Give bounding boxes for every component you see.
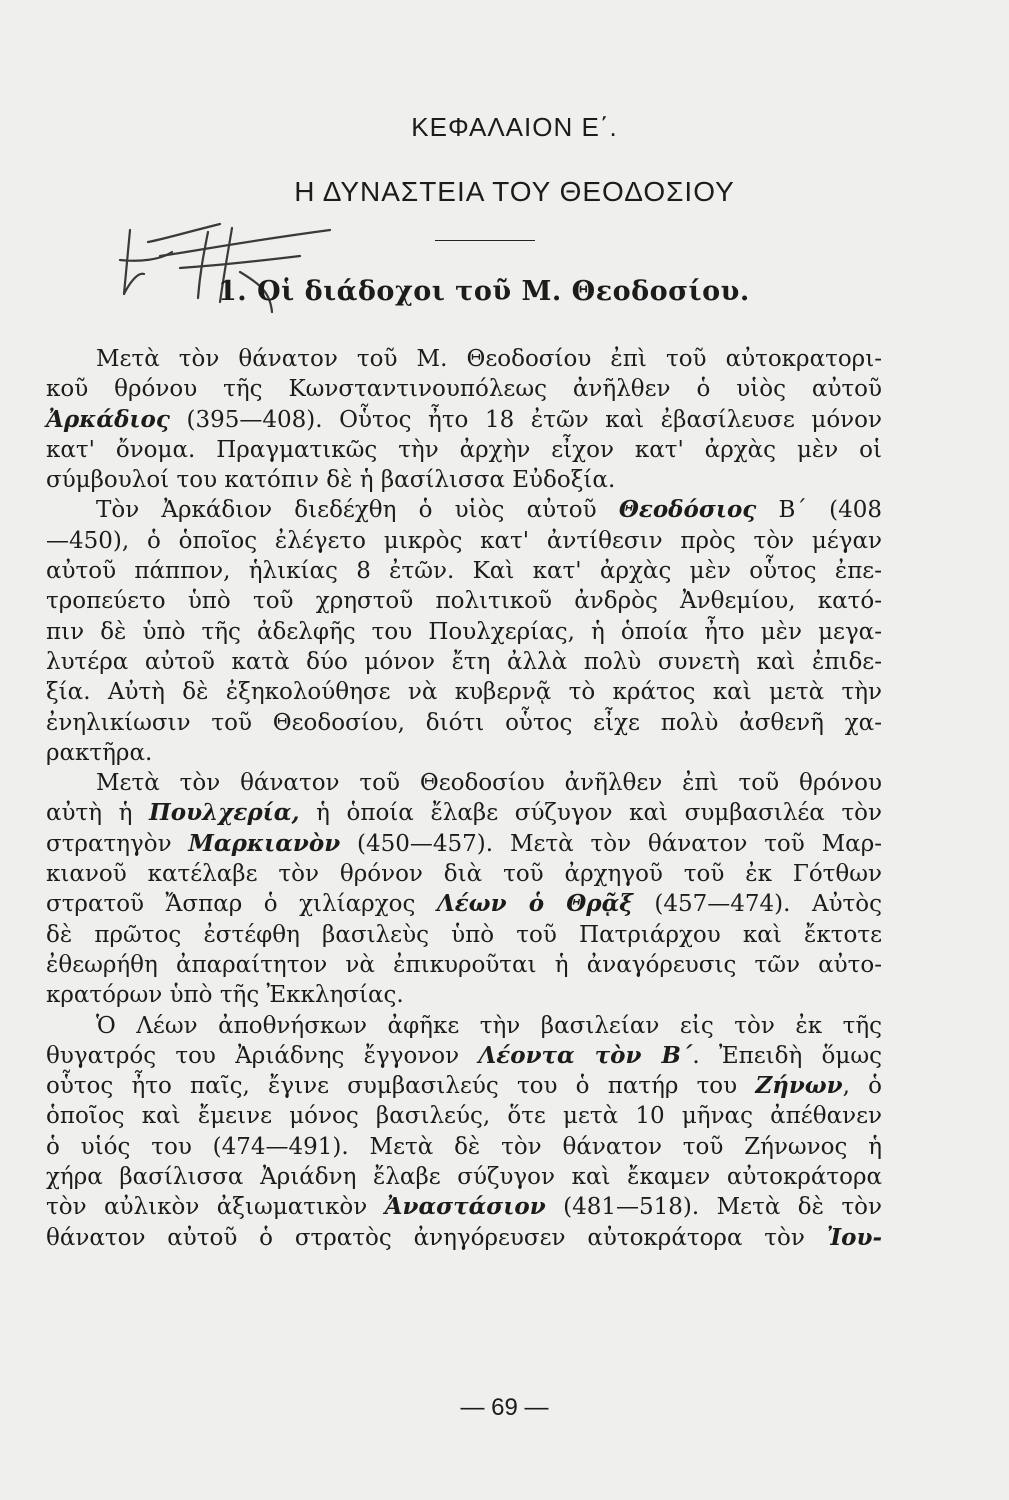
text-line: Μετὰ τὸν θάνατον τοῦ Θεοδοσίου ἀνῆλθεν ἐπὶ τοῦ θρόνου: [96, 770, 882, 797]
name-highlight: Ἰου-: [826, 1223, 882, 1251]
text-line: τὸν αὐλικὸν ἀξιωματικὸν Ἀναστάσιον (481—518). Μετὰ δὲ τὸν: [46, 1193, 883, 1221]
text-line: ὁ υἱός του (474—491). Μετὰ δὲ τὸν θάνατον τοῦ Ζήνωνος ἡ: [46, 1133, 882, 1160]
text-line: Ἀρκάδιος (395—408). Οὗτος ἦτο 18 ἐτῶν καὶ ἐβασίλευσε μόνον: [46, 405, 882, 433]
text-line: κιανοῦ κατέλαβε τὸν θρόνον διὰ τοῦ ἀρχηγοῦ τοῦ ἐκ Γότθων: [46, 861, 882, 888]
text-line: Μετὰ τὸν θάνατον τοῦ Μ. Θεοδοσίου ἐπὶ τοῦ αὐτοκρατορι-: [96, 346, 882, 372]
text-line: λυτέρα αὐτοῦ κατὰ δύο μόνον ἔτη ἀλλὰ πολὺ συνετὴ καὶ ἐπιδε-: [46, 648, 882, 675]
text-line: δὲ πρῶτος ἐστέφθη βασιλεὺς ὑπὸ τοῦ Πατριάρχου καὶ ἔκτοτε: [46, 921, 882, 948]
text-line: ἐθεωρήθη ἀπαραίτητον νὰ ἐπικυροῦται ἡ ἀναγόρευσις τῶν αὐτο-: [46, 951, 882, 978]
text-line: κατ' ὄνομα. Πραγματικῶς τὴν ἀρχὴν εἶχον κατ' ἀρχὰς μὲν οἱ: [46, 436, 882, 463]
text-line: κρατόρων ὑπὸ τῆς Ἐκκλησίας.: [46, 982, 404, 1009]
text-line: σύμβουλοί του κατόπιν δὲ ἡ βασίλισσα Εὐδοξία.: [46, 467, 616, 494]
text-line: ρακτῆρα.: [46, 739, 153, 766]
text-line: ἐνηλικίωσιν τοῦ Θεοδοσίου, διότι οὗτος εἶχε πολὺ ἀσθενῆ χα-: [46, 709, 882, 736]
text-line: στρατοῦ Ἄσπαρ ὁ χιλίαρχος Λέων ὁ Θρᾷξ (457—474). Αὐτὸς: [46, 890, 883, 918]
text-line: οὗτος ἦτο παῖς, ἔγινε συμβασιλεύς του ὁ πατήρ του Ζήνων, ὁ: [46, 1072, 882, 1100]
text-line: χήρα βασίλισσα Ἀριάδνη ἔλαβε σύζυγον καὶ ἔκαμεν αὐτοκράτορα: [46, 1164, 882, 1191]
text-line: αὐτοῦ πάππον, ἡλικίας 8 ἐτῶν. Καὶ κατ' ἀρχὰς μὲν οὗτος ἐπε-: [46, 558, 882, 585]
text-line: στρατηγὸν Μαρκιανὸν (450—457). Μετὰ τὸν θάνατον τοῦ Μαρ-: [46, 829, 882, 857]
name-highlight: Ζήνων: [755, 1072, 843, 1100]
chapter-title: Η ΔΥΝΑΣΤΕΙΑ ΤΟΥ ΘΕΟΔΟΣΙΟΥ: [294, 176, 735, 207]
text-line: πιν δὲ ὑπὸ τῆς ἀδελφῆς του Πουλχερίας, ἡ ὁποία ἦτο μὲν μεγα-: [46, 618, 882, 645]
name-highlight: Ἀναστάσιον: [384, 1193, 546, 1221]
name-highlight: Λέων ὁ Θρᾷξ: [436, 890, 633, 918]
text-line: ὁποῖος καὶ ἔμεινε μόνος βασιλεύς, ὅτε μετὰ 10 μῆνας ἀπέθανεν: [46, 1103, 882, 1130]
text-line: Ὁ Λέων ἀποθνήσκων ἀφῆκε τὴν βασιλείαν εἰς τὸν ἐκ τῆς: [96, 1012, 882, 1039]
text-line: τροπεύετο ὑπὸ τοῦ χρηστοῦ πολιτικοῦ ἀνδρὸς Ἀνθεμίου, κατό-: [46, 588, 882, 615]
body-text: [46, 344, 882, 1253]
title-divider: [435, 240, 535, 241]
section-heading: 1. Οἱ διάδοχοι τοῦ Μ. Θεοδοσίου.: [218, 276, 750, 307]
chapter-label: ΚΕΦΑΛΑΙΟΝ Ε΄.: [411, 112, 618, 142]
name-highlight: Λέοντα τὸν Β΄: [478, 1041, 693, 1069]
text-line: κοῦ θρόνου τῆς Κωνσταντινουπόλεως ἀνῆλθεν ὁ υἱὸς αὐτοῦ: [46, 376, 882, 403]
name-highlight: Μαρκιανὸν: [188, 829, 341, 857]
name-highlight: Ἀρκάδιος: [46, 405, 170, 433]
name-highlight: Θεοδόσιος: [618, 496, 757, 524]
text-line: θάνατον αὐτοῦ ὁ στρατὸς ἀνηγόρευσεν αὐτοκράτορα τὸν Ἰου-: [46, 1223, 882, 1251]
page-number: — 69 —: [460, 1394, 549, 1421]
text-line: —450), ὁ ὁποῖος ἐλέγετο μικρὸς κατ' ἀντίθεσιν πρὸς τὸν μέγαν: [46, 527, 882, 554]
text-line: ξία. Αὐτὴ δὲ ἐξηκολούθησε νὰ κυβερνᾷ τὸ κράτος καὶ μετὰ τὴν: [46, 679, 882, 706]
name-highlight: Πουλχερία,: [149, 799, 300, 827]
text-line: αὐτὴ ἡ Πουλχερία, ἡ ὁποία ἔλαβε σύζυγον καὶ συμβασιλέα τὸν: [46, 799, 882, 827]
text-line: θυγατρός του Ἀριάδνης ἔγγονον Λέοντα τὸν Β΄. Ἐπειδὴ ὅμως: [46, 1041, 882, 1069]
text-line: Τὸν Ἀρκάδιον διεδέχθη ὁ υἱὸς αὐτοῦ Θεοδόσιος Β΄ (408: [96, 496, 882, 524]
